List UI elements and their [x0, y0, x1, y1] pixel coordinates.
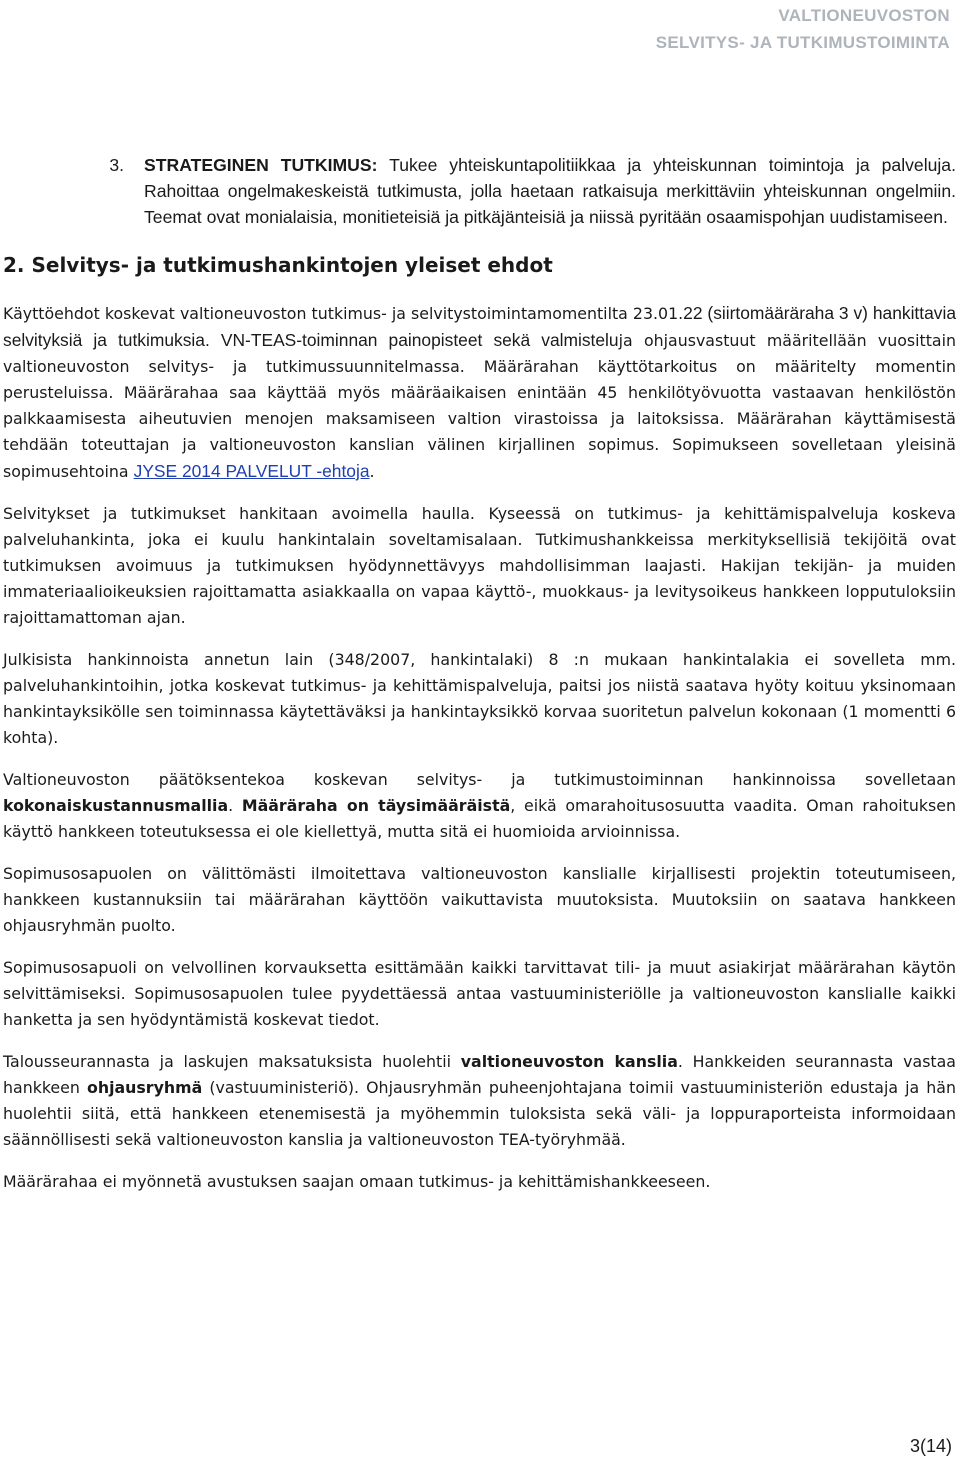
paragraph-procurement-law: Julkisista hankinnoista annetun lain (348/2007, hankintalaki) 8 :n mukaan hankintalakia ei sovelleta mm. palveluhankintoihin, jotka koskevat tutkimus- ja kehittämispalveluja, paitsi jos niistä saatava hyöty koituu yksinomaan hankintayksikölle sen toiminnassa käytettäväksi ja hankintayksikkö korvaa suoritetun palvelun kokonaan (1 momentti 6 kohta).	[3, 650, 956, 747]
document-body	[3, 152, 956, 1211]
text-span: VN-TEAS-toiminnan painopisteet sekä valmistelu	[220, 330, 619, 350]
list-item-label: STRATEGINEN TUTKIMUS:	[144, 155, 378, 175]
text-span: , eikä omarahoitusosuutta vaadita. Oman rahoituksen käyttö hankkeen toteutuksessa ei ole kiellettyä, mutta sitä ei huomioida arvioinnissa.	[3, 796, 956, 841]
header-line-2: SELVITYS- JA TUTKIMUSTOIMINTA	[655, 33, 950, 52]
paragraph-cost-model	[3, 767, 956, 845]
paragraph-notification: Sopimusosapuolen on välittömästi ilmoitettava valtioneuvoston kanslialle kirjallisesti projektin toteutumiseen, hankkeen kustannuksiin tai määrärahan käyttöön vaikuttavista muutoksista. Muutoksiin on saatava hankkeen ohjausryhmän puolto.	[3, 864, 956, 935]
paragraph-usage-terms	[3, 300, 956, 485]
text-span: Valtioneuvoston päätöksentekoa koskevan selvitys- ja tutkimustoiminnan hankinnoissa sovelletaan	[3, 770, 956, 789]
text-span: 22 (siirtomääräraha 3 v) hankittavia selvityksiä ja tutkimuksia.	[3, 303, 956, 350]
bold-text: ohjausryhmä	[86, 1078, 203, 1097]
paragraph-no-grants: Määrärahaa ei myönnetä avustuksen saajan omaan tutkimus- ja kehittämishankkeeseen.	[3, 1172, 711, 1191]
text-span: Talousseurannasta ja laskujen maksatuksista huolehtii	[3, 1052, 461, 1071]
bold-text: kokonaiskustannusmallia	[3, 796, 229, 815]
text-span: .	[369, 462, 375, 481]
list-item-text	[144, 152, 956, 230]
bold-text: valtioneuvoston kanslia	[460, 1052, 678, 1071]
text-span: ja ohjausvastuut määritellään vuosittain valtioneuvoston selvitys- ja tutkimussuunnitelmassa. Määrärahan käyttötarkoitus on määritelty momentin perusteluissa. Määrärahaa saa käyttää myös määräaikaisen enintään 45 henkilötyövuotta vastaavan henkilöstön palkkaamisesta aiheutuvien menojen maksamiseen valtion virastoissa ja laitoksissa. Määrärahan käyttämisestä tehdään toteuttajan ja valtioneuvoston kanslian välinen kirjallinen sopimus. Sopimukseen sovelletaan yleisinä sopimusehtoina	[3, 331, 956, 481]
list-item-number: 3.	[109, 155, 124, 175]
section-heading: 2. Selvitys- ja tutkimushankintojen yleiset ehdot	[3, 253, 553, 277]
paragraph-documents: Sopimusosapuoli on velvollinen korvauksetta esittämään kaikki tarvittavat tili- ja muut asiakirjat määrärahan käytön selvittämiseksi. Sopimusosapuolen tulee pyydettäessä antaa vastuuministeriölle ja valtioneuvoston kanslialle kaikki hanketta ja sen hyödyntämistä koskevat tiedot.	[3, 958, 956, 1029]
list-item-body: Tukee yhteiskuntapolitiikkaa ja yhteiskunnan toimintoja ja palveluja. Rahoittaa ongelmakeskeistä tutkimusta, jolla haetaan ratkaisuja merkittäviin yhteiskunnan ongelmiin. Teemat ovat monialaisia, monitieteisiä ja pitkäjänteisiä ja niissä pyritään osaamispohjan uudistamiseen.	[144, 155, 956, 227]
text-span: .	[228, 796, 242, 815]
header-line-1: VALTIONEUVOSTON	[778, 6, 950, 25]
list-item-3	[3, 152, 956, 230]
text-span: Käyttöehdot koskevat valtioneuvoston tutkimus- ja selvitystoimintamomentilta 23.01.	[3, 304, 684, 323]
jyse-link[interactable]: JYSE 2014 PALVELUT -ehtoja	[133, 461, 370, 481]
paragraph-monitoring	[3, 1049, 956, 1153]
paragraph-open-call: Selvitykset ja tutkimukset hankitaan avoimella haulla. Kyseessä on tutkimus- ja kehittämispalveluja koskeva palveluhankinta, joka ei kuulu hankintalain soveltamisalaan. Tutkimushankkeissa merkityksellisiä tekijöitä ovat tutkimuksen avoimuus ja tutkimuksen hyödynnettävyys mahdollisimman laajasti. Hakijan tekijän- ja muiden immateriaalioikeuksien rajoittamatta asiakkaalla on vapaa käyttö-, muokkaus- ja levitysoikeus hankkeen lopputuloksiin rajoittamattoman ajan.	[3, 504, 956, 627]
text-span: . Hankkeiden seurannasta vastaa hankkeen	[3, 1052, 956, 1097]
page-header	[656, 2, 950, 56]
page-number: 3(14)	[909, 1436, 952, 1456]
bold-text: Määräraha on täysimääräistä	[241, 796, 511, 815]
text-span: (vastuuministeriö). Ohjausryhmän puheenjohtajana toimii vastuuministeriön edustaja ja hän huolehtii siitä, että hankkeen etenemisestä ja myöhemmin tuloksista sekä väli- ja loppuraporteista informoidaan säännöllisesti sekä valtioneuvoston kanslia ja valtioneuvoston TEA-työryhmää.	[3, 1078, 956, 1149]
